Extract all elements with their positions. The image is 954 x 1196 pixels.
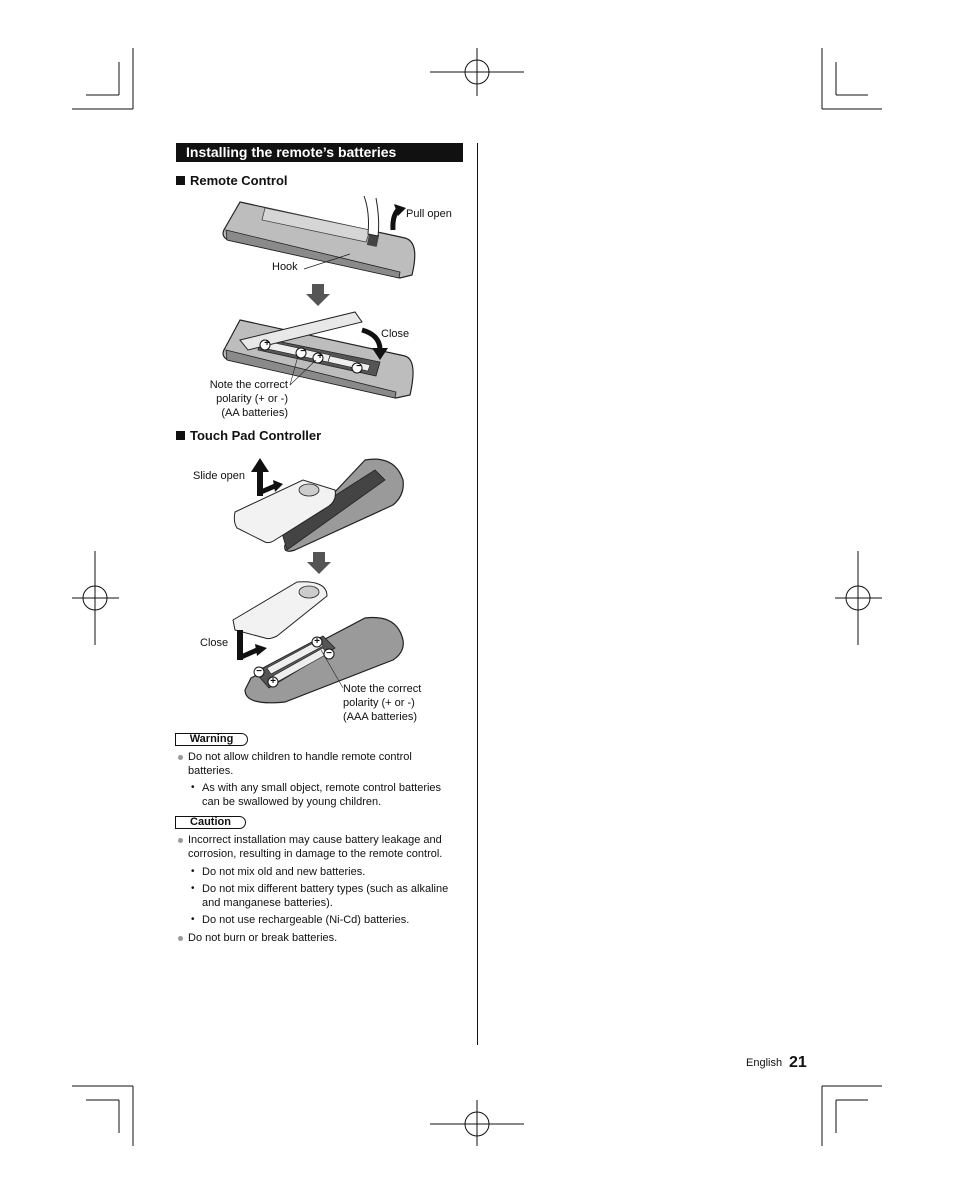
bullet-icon bbox=[178, 755, 183, 760]
remote-heading: Remote Control bbox=[176, 173, 288, 188]
plus-mark: + bbox=[264, 338, 270, 349]
sub-bullet-icon: • bbox=[191, 782, 195, 793]
minus-mark: − bbox=[300, 346, 306, 357]
plus-mark: + bbox=[314, 636, 320, 647]
pull-open-label: Pull open bbox=[406, 208, 452, 220]
caution-item-4: • Do not use rechargeable (Ni-Cd) batteries. bbox=[191, 914, 410, 926]
sub-bullet-icon: • bbox=[191, 883, 195, 894]
touchpad-close-label: Close bbox=[200, 637, 229, 649]
footer-language: English bbox=[746, 1057, 783, 1069]
sub-bullet-icon: • bbox=[191, 866, 195, 877]
caution-label: Caution bbox=[175, 816, 246, 829]
hook-label: Hook bbox=[272, 261, 298, 273]
square-bullet-icon bbox=[176, 176, 185, 185]
square-bullet-icon bbox=[176, 431, 185, 440]
caution-item-2: • Do not mix old and new batteries. bbox=[191, 866, 366, 878]
warning-label: Warning bbox=[175, 733, 248, 746]
plus-mark: + bbox=[317, 351, 323, 362]
sub-bullet-icon: • bbox=[191, 914, 195, 925]
column-divider bbox=[477, 143, 478, 1045]
bullet-icon bbox=[178, 838, 183, 843]
remote-polarity-note: Note the correct polarity (+ or -) (AA batteries) bbox=[209, 379, 288, 419]
page-number: 21 bbox=[789, 1054, 807, 1071]
warning-item-1: Do not allow children to handle remote control batteries. bbox=[188, 750, 412, 778]
warning-item-2: • As with any small object, remote control batteries can be swallowed by young children. bbox=[191, 782, 442, 808]
caution-item-1: Incorrect installation may cause battery leakage and corrosion, resulting in damage to the remote control. bbox=[188, 833, 442, 861]
minus-mark: − bbox=[256, 666, 262, 677]
bullet-icon bbox=[178, 936, 183, 941]
touchpad-heading: Touch Pad Controller bbox=[176, 428, 321, 443]
slide-open-label: Slide open bbox=[193, 470, 245, 482]
touchpad-polarity-note: Note the correct polarity (+ or -) (AAA batteries) bbox=[343, 683, 422, 723]
minus-mark: − bbox=[326, 648, 332, 659]
section-title: Installing the remote’s batteries bbox=[176, 143, 463, 162]
caution-item-3: • Do not mix different battery types (such as alkaline and manganese batteries). bbox=[191, 883, 449, 909]
minus-mark: − bbox=[356, 361, 362, 372]
remote-closed bbox=[223, 196, 415, 278]
plus-mark: + bbox=[270, 676, 276, 687]
caution-item-5: Do not burn or break batteries. bbox=[188, 931, 337, 945]
remote-close-label: Close bbox=[381, 328, 410, 340]
